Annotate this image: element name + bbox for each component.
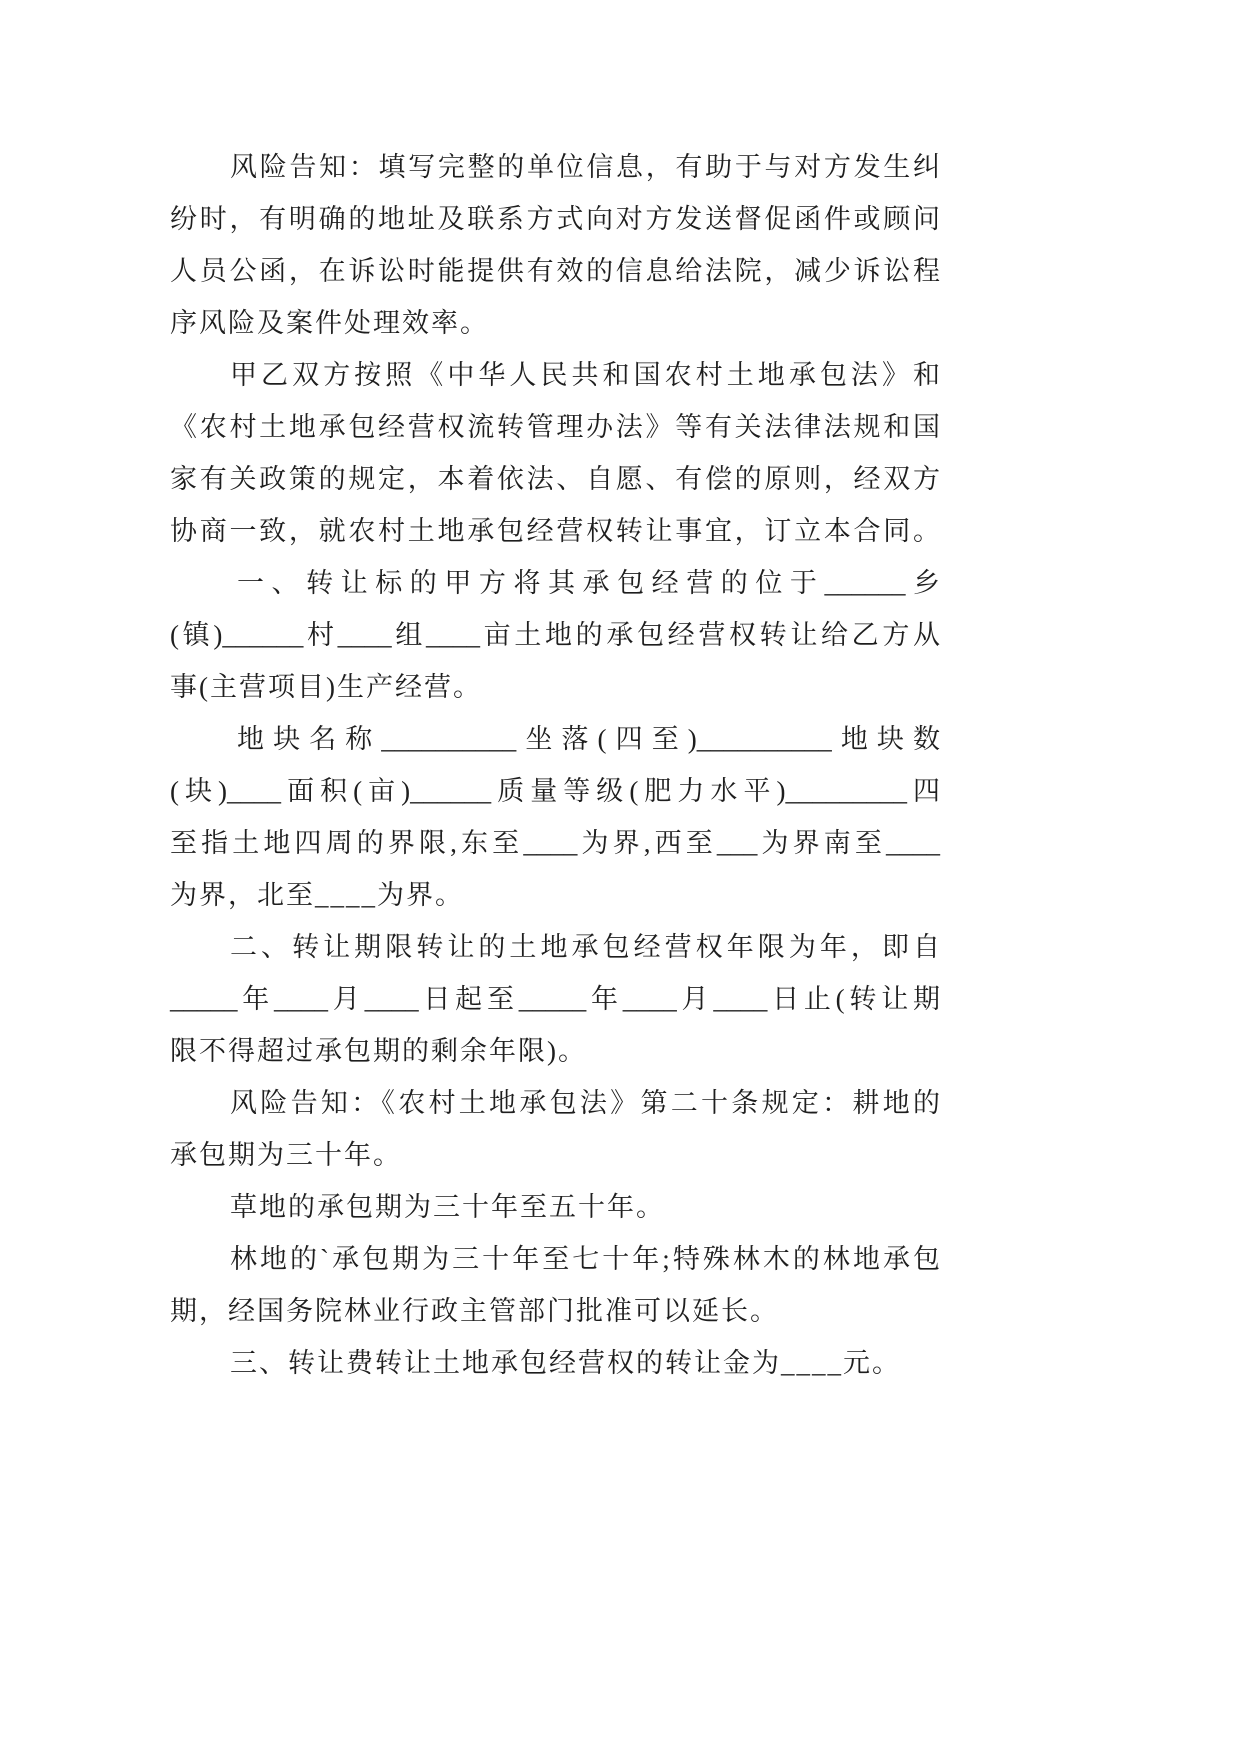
text-line: 限不得超过承包期的剩余年限)。 bbox=[170, 1036, 587, 1066]
text-line: 林地的`承包期为三十年至七十年;特殊林木的林地承包 bbox=[230, 1244, 940, 1274]
text-line: 承包期为三十年。 bbox=[170, 1140, 402, 1170]
text-line: 纷时，有明确的地址及联系方式向对方发送督促函件或顾问 bbox=[170, 204, 940, 234]
text-line: 三、转让费转让土地承包经营权的转让金为____元。 bbox=[230, 1348, 901, 1378]
text-line: 《农村土地承包经营权流转管理办法》等有关法律法规和国 bbox=[170, 412, 940, 442]
text-line: 草地的承包期为三十年至五十年。 bbox=[230, 1192, 665, 1222]
text-line: 期，经国务院林业行政主管部门批准可以延长。 bbox=[170, 1296, 779, 1326]
document-body bbox=[170, 141, 940, 1389]
text-line: 一、转让标的甲方将其承包经营的位于______乡 bbox=[237, 568, 940, 598]
text-line: 风险告知：《农村土地承包法》第二十条规定：耕地的 bbox=[230, 1088, 940, 1118]
text-line: 二、转让期限转让的土地承包经营权年限为年，即自 bbox=[230, 932, 940, 962]
paragraph-article-3-fee bbox=[170, 1337, 940, 1389]
text-line: 家有关政策的规定，本着依法、自愿、有偿的原则，经双方 bbox=[170, 464, 940, 494]
paragraph-article-1-subject bbox=[170, 557, 940, 713]
paragraph-risk-notice-contact-info bbox=[170, 141, 940, 349]
text-line: (块)____面积(亩)______质量等级(肥力水平)_________四 bbox=[170, 776, 940, 806]
text-line: 事(主营项目)生产经营。 bbox=[170, 672, 482, 702]
text-line: 协商一致，就农村土地承包经营权转让事宜，订立本合同。 bbox=[170, 516, 940, 546]
text-line: 风险告知：填写完整的单位信息，有助于与对方发生纠 bbox=[230, 152, 940, 182]
text-line: _____年____月____日起至_____年____月____日止(转让期 bbox=[170, 984, 940, 1014]
text-line: 序风险及案件处理效率。 bbox=[170, 308, 489, 338]
paragraph-preamble bbox=[170, 349, 940, 557]
text-line: (镇)______村____组____亩土地的承包经营权转让给乙方从 bbox=[170, 620, 940, 650]
text-line: 甲乙双方按照《中华人民共和国农村土地承包法》和 bbox=[230, 360, 940, 390]
paragraph-grassland-term bbox=[170, 1181, 940, 1233]
paragraph-risk-notice-contract-term bbox=[170, 1077, 940, 1181]
paragraph-forest-land-term bbox=[170, 1233, 940, 1337]
text-line: 为界，北至____为界。 bbox=[170, 880, 464, 910]
paragraph-land-parcel-details bbox=[170, 713, 940, 921]
text-line: 至指土地四周的界限,东至____为界,西至___为界南至____ bbox=[170, 828, 940, 858]
text-line: 人员公函，在诉讼时能提供有效的信息给法院，减少诉讼程 bbox=[170, 256, 940, 286]
text-line: 地块名称__________坐落(四至)__________地块数 bbox=[237, 724, 940, 754]
paragraph-article-2-term bbox=[170, 921, 940, 1077]
